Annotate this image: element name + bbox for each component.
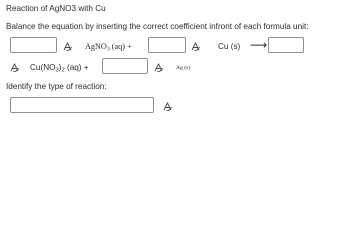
product-ag: Ag (s) bbox=[176, 65, 191, 71]
coefficient-agno3-input[interactable] bbox=[10, 37, 57, 53]
spellcheck-icon[interactable] bbox=[163, 102, 172, 111]
reaction-type-input[interactable] bbox=[10, 97, 154, 113]
coefficient-ag-input[interactable] bbox=[102, 58, 148, 74]
instruction-text: Balance the equation by inserting the correct coefficient infront of each formula unit: bbox=[6, 22, 309, 31]
coefficient-cu-input[interactable] bbox=[148, 37, 186, 53]
spellcheck-icon[interactable] bbox=[191, 42, 200, 51]
reaction-arrow: ⟶ bbox=[250, 38, 268, 52]
product-cuno32: $Cu(NO_3)_2$ (aq) + bbox=[30, 63, 89, 74]
reactant-agno3: AgNO$_3$ (aq) + bbox=[85, 42, 132, 53]
reactant-cu: Cu (s) bbox=[218, 42, 241, 51]
spellcheck-icon[interactable] bbox=[63, 42, 72, 51]
page-title: Reaction of AgNO3 with Cu bbox=[6, 4, 106, 13]
spellcheck-icon[interactable] bbox=[10, 63, 19, 72]
spellcheck-icon[interactable] bbox=[154, 63, 163, 72]
reaction-type-label: Identify the type of reaction: bbox=[6, 82, 107, 91]
coefficient-cuno32-input[interactable] bbox=[268, 37, 304, 53]
